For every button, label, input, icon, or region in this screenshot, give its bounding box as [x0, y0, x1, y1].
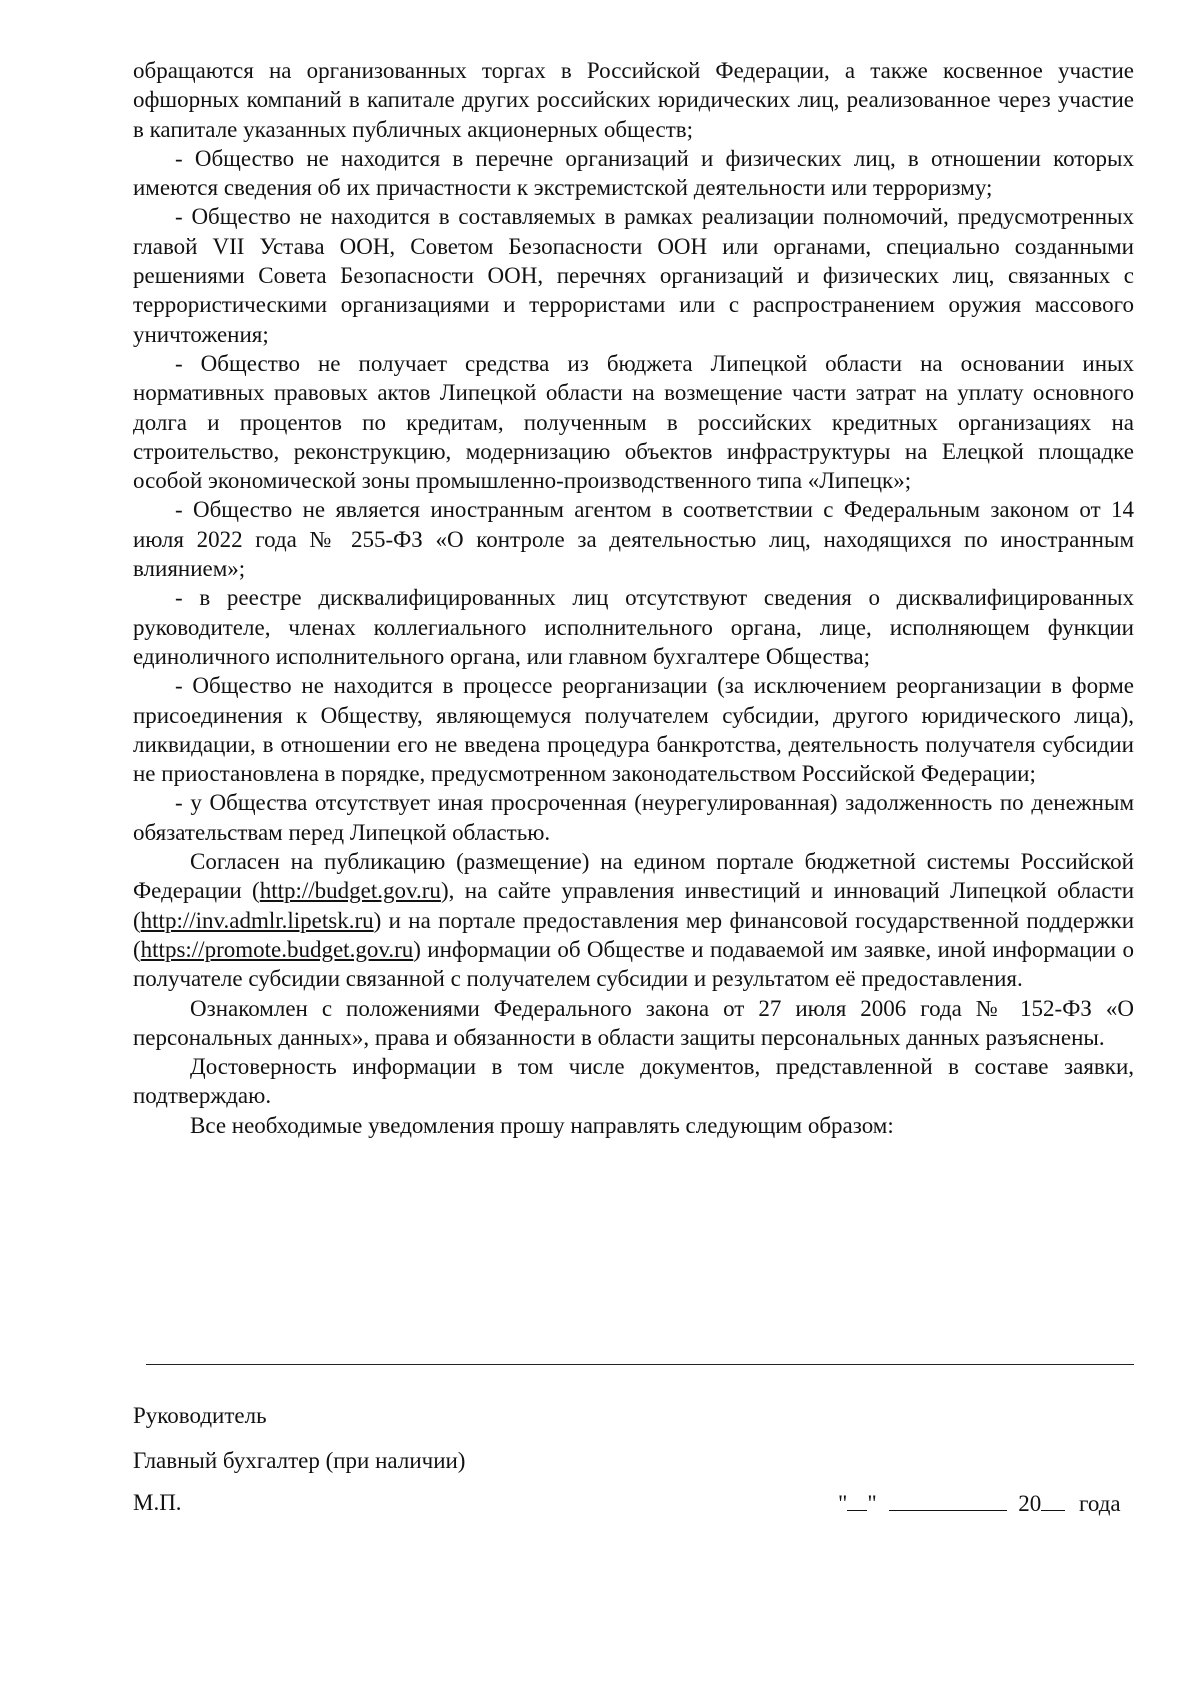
- bullet-disqualified: - в реестре дисквалифицированных лиц отсутствуют сведения о дисквалифицированных руководителе, членах коллегиального исполнительного органа, лице, исполняющем функции единоличного исполнительного органа, или главном бухгалтере Общества;: [133, 585, 1134, 669]
- year-blank: [1041, 1488, 1065, 1511]
- bullet-debt: - у Общества отсутствует иная просроченная (неурегулированная) задолженность по денежным обязательствам перед Липецкой областью.: [133, 790, 1134, 845]
- day-blank: [847, 1488, 867, 1511]
- consent-text-4: ) информации об Обществе и подаваемой им заявке, иной информации о получателе субсидии связанной с получателем субсидии и результатом её предоставления.: [133, 936, 1134, 992]
- bullet-extremism: - Общество не находится в перечне организаций и физических лиц, в отношении которых имеются сведения об их причастности к экстремистской деятельности или терроризму;: [133, 145, 1134, 201]
- investment-site-link[interactable]: http://inv.admlr.lipetsk.ru: [140, 907, 374, 933]
- reliability-paragraph: Достоверность информации в том числе документов, представленной в составе заявки, подтверждаю.: [133, 1054, 1134, 1109]
- month-blank: [889, 1488, 1007, 1511]
- consent-paragraph: [133, 847, 1134, 993]
- consent-text-1: Согласен на публикацию (размещение) на едином портале бюджетной системы Российской Федерации (: [133, 849, 1134, 904]
- intro-continuation: обращаются на организованных торгах в Российской Федерации, а также косвенное участие офшорных компаний в капитале других российских юридических лиц, реализованное через участие в капитале указанных публичных акционерных обществ;: [133, 58, 1134, 142]
- date-field: [838, 1488, 1121, 1518]
- promote-portal-link[interactable]: https://promote.budget.gov.ru: [140, 936, 414, 962]
- head-signature-label: Руководитель: [133, 1403, 267, 1428]
- stamp-label: М.П.: [133, 1490, 182, 1515]
- bullet-un-lists: - Общество не находится в составляемых в рамках реализации полномочий, предусмотренных главой VII Устава ООН, Советом Безопасности ООН или органами, специально созданными решениями Совета Безопасности ООН, перечнях организаций и физических лиц, связанных с террористическими организациями и террористами или с распространением оружия массового уничтожения;: [133, 204, 1134, 347]
- bullet-reorganization: - Общество не находится в процессе реорганизации (за исключением реорганизации в форме присоединения к Обществу, являющемуся получателем субсидии, другого юридического лица), ликвидации, в отношении его не введена процедура банкротства, деятельность получателя субсидии не приостановлена в порядке, предусмотренном законодательством Российской Федерации;: [133, 673, 1134, 787]
- date-quote-close: ": [867, 1491, 877, 1516]
- bullet-budget-funds: - Общество не получает средства из бюджета Липецкой области на основании иных нормативных правовых актов Липецкой области на возмещение части затрат на уплату основного долга и процентов по кредитам, полученным в российских кредитных организациях на строительство, реконструкцию, модернизацию объектов инфраструктуры на Елецкой площадке особой экономической зоны промышленно-производственного типа «Липецк»;: [133, 350, 1134, 494]
- notification-line: [146, 1364, 1134, 1365]
- consent-text-2: ), на сайте управления инвестиций и инноваций Липецкой области (: [133, 878, 1135, 933]
- consent-text-3: ) и на портале предоставления мер финансовой государственной поддержки (: [133, 907, 1134, 962]
- accountant-signature-label: Главный бухгалтер (при наличии): [133, 1448, 466, 1473]
- date-suffix: года: [1079, 1491, 1121, 1516]
- budget-portal-link[interactable]: http://budget.gov.ru: [259, 878, 441, 904]
- document-body: [133, 56, 1134, 1140]
- date-quote-open: ": [838, 1491, 848, 1516]
- bullet-foreign-agent: - Общество не является иностранным агентом в соответствии с Федеральным законом от 14 июля 2022 года № 255-ФЗ «О контроле за деятельностью лиц, находящихся по иностранным влиянием»;: [133, 497, 1134, 582]
- acquainted-paragraph: Ознакомлен с положениями Федерального закона от 27 июля 2006 года № 152-ФЗ «О персональных данных», права и обязанности в области защиты персональных данных разъяснены.: [133, 995, 1134, 1050]
- notifications-paragraph: Все необходимые уведомления прошу направлять следующим образом:: [190, 1112, 894, 1138]
- year-prefix: 20: [1018, 1491, 1042, 1516]
